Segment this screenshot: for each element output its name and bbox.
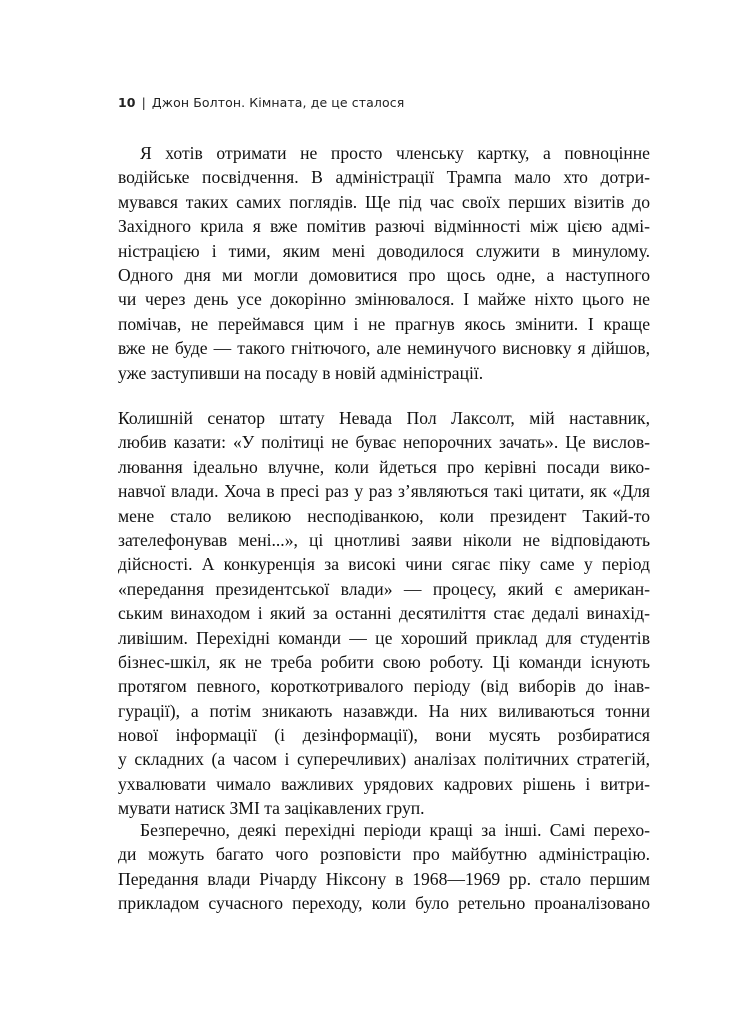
text-line: Передання влади Річарду Ніксону в 1968—1969 рр. стало першим bbox=[118, 868, 650, 889]
text-line: Західного крила я вже помітив разючі відмінності між цією адмі- bbox=[118, 216, 650, 237]
text-line: мувати натиск ЗМІ та зацікавлених груп. bbox=[118, 798, 425, 819]
text-line: уже заступивши на посаду в новій адміністрації. bbox=[118, 362, 484, 383]
running-header bbox=[118, 95, 404, 110]
paragraph-2 bbox=[118, 406, 650, 821]
text-line: водійське посвідчення. В адміністрації Трампа мало хто дотри- bbox=[118, 167, 650, 188]
text-line: зателефонував мені...», ці цнотливі заяви ніколи не відповідають bbox=[118, 529, 650, 550]
text-line: ди можуть багато чого розповісти про майбутню адміністрацію. bbox=[118, 844, 650, 865]
text-line: мене стало великою несподіванкою, коли президент Такий-то bbox=[118, 505, 650, 526]
header-separator: | bbox=[141, 95, 146, 110]
text-line: у складних (а часом і суперечливих) аналізах політичних стратегій, bbox=[118, 749, 650, 770]
text-line: навчої влади. Хоча в пресі раз у раз з’являються такі цитати, як «Для bbox=[118, 481, 650, 502]
text-line: «передання президентської влади» — процесу, який є американ- bbox=[118, 578, 650, 599]
text-line: прикладом сучасного переходу, коли було ретельно проаналізовано bbox=[118, 893, 650, 914]
text-line: Я хотів отримати не просто членську картку, а повноцінне bbox=[140, 143, 650, 163]
text-line: ухвалювати чимало важливих урядових кадрових рішень і витри- bbox=[118, 773, 650, 794]
text-line: чи через день усе докорінно змінювалося. І майже ніхто цього не bbox=[118, 289, 650, 310]
text-line: ливішим. Перехідні команди — це хороший приклад для студентів bbox=[118, 627, 650, 648]
book-title: Джон Болтон. Кімната, де це сталося bbox=[151, 95, 405, 110]
page-number: 10 bbox=[118, 95, 136, 110]
text-line: протягом певного, короткотривалого періоду (від виборів до інав- bbox=[118, 676, 650, 697]
text-line: ністрацією і тими, яким мені доводилося служити в минулому. bbox=[118, 240, 650, 261]
text-line: Колишній сенатор штату Невада Пол Лаксолт, мій наставник, bbox=[118, 408, 650, 428]
text-line: Одного дня ми могли домовитися про щось одне, а наступного bbox=[118, 264, 650, 285]
text-line: Безперечно, деякі перехідні періоди кращі за інші. Самі перехо- bbox=[140, 820, 650, 840]
text-line: вже не буде — такого гнітючого, але неминучого висновку я дійшов, bbox=[118, 338, 650, 359]
text-line: дійсності. А конкуренція за високі чини сягає піку саме у період bbox=[118, 554, 650, 575]
text-line: любив казати: «У політиці не буває непорочних зачать». Це вислов- bbox=[118, 432, 650, 453]
text-line: ським винаходом і який за останні десятиліття стає дедалі винахід- bbox=[118, 603, 650, 624]
text-line: мувався таких самих поглядів. Ще під час своїх перших візитів до bbox=[118, 191, 650, 212]
paragraph-3 bbox=[118, 818, 650, 916]
paragraph-1 bbox=[118, 141, 650, 385]
text-line: гурації), а потім зникають назавжди. На них виливаються тонни bbox=[118, 700, 650, 721]
text-line: бізнес-шкіл, як не треба робити свою роботу. Ці команди існують bbox=[118, 651, 650, 672]
text-line: лювання ідеально влучне, коли йдеться про керівні посади вико- bbox=[118, 456, 650, 477]
text-line: помічав, не переймався цим і не прагнув якось змінити. І краще bbox=[118, 313, 650, 334]
text-line: нової інформації (і дезінформації), вони мусять розбиратися bbox=[118, 725, 650, 746]
